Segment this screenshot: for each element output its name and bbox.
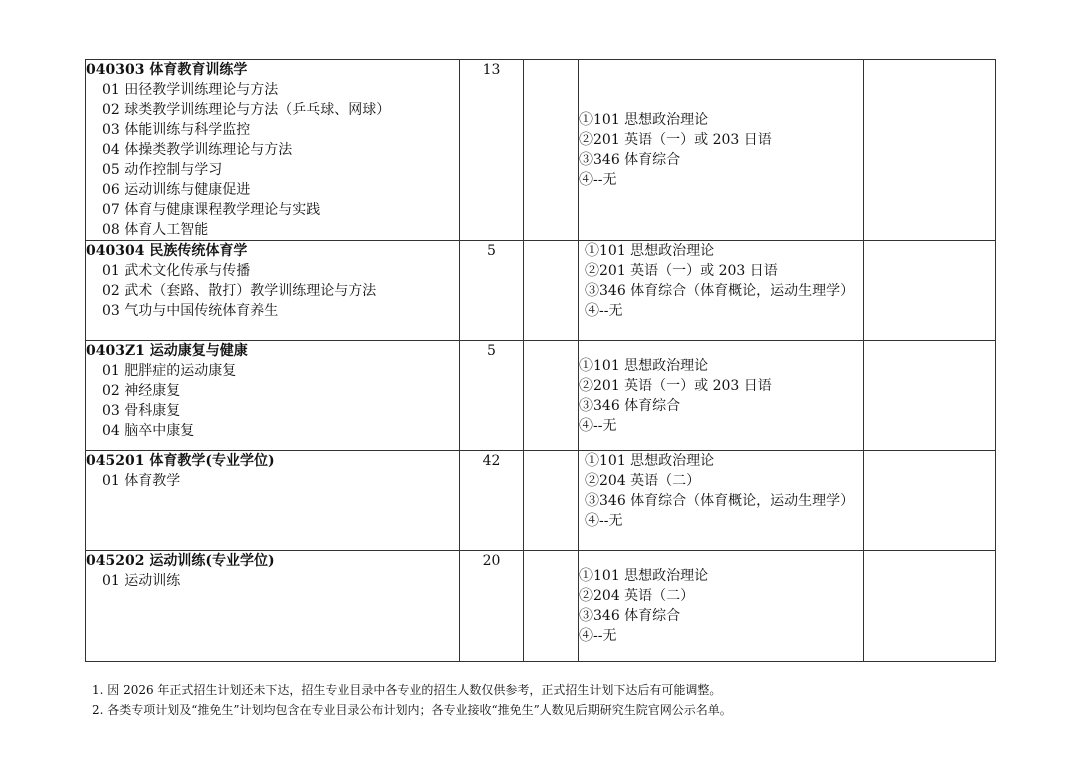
- research-direction: 08 体育人工智能: [102, 222, 209, 238]
- exam-subject: ④--无: [585, 303, 623, 319]
- exam-subject: ③346 体育综合: [579, 608, 681, 624]
- exam-subject: ④--无: [585, 513, 623, 529]
- major-code-name: 040303 体育教育训练学: [86, 62, 248, 78]
- exam-subject: ④--无: [579, 172, 617, 188]
- admissions-catalog-table: [85, 59, 996, 662]
- research-direction: 04 体操类教学训练理论与方法: [102, 142, 293, 158]
- research-direction: 02 神经康复: [102, 383, 181, 399]
- research-direction: 05 动作控制与学习: [102, 162, 223, 178]
- research-direction: 03 骨科康复: [102, 403, 181, 419]
- exam-subjects-cell: [579, 241, 864, 341]
- major-cell: [86, 60, 460, 241]
- enrollment-count: 20: [460, 551, 524, 662]
- exam-subjects-cell: [579, 341, 864, 451]
- table-row: [86, 341, 996, 451]
- research-direction: 01 运动训练: [102, 573, 181, 589]
- exam-subjects-cell: [579, 451, 864, 551]
- exam-subject: ④--无: [579, 418, 617, 434]
- exam-subject: ③346 体育综合（体育概论，运动生理学）: [585, 283, 855, 299]
- exam-subject: ①101 思想政治理论: [585, 453, 715, 469]
- remarks-cell: [864, 451, 996, 551]
- research-direction: 04 脑卒中康复: [102, 423, 195, 439]
- research-direction: 03 体能训练与科学监控: [102, 122, 251, 138]
- major-code-name: 045201 体育教学(专业学位): [86, 453, 275, 469]
- remarks-cell: [864, 341, 996, 451]
- exam-subject: ③346 体育综合（体育概论，运动生理学）: [585, 493, 855, 509]
- empty-cell: [524, 451, 579, 551]
- footnote: 2. 各类专项计划及“推免生”计划均包含在专业目录公布计划内；各专业接收“推免生”人数见后期研究生院官网公示名单。: [92, 703, 732, 717]
- remarks-cell: [864, 551, 996, 662]
- research-direction: 01 田径教学训练理论与方法: [102, 82, 279, 98]
- major-cell: [86, 551, 460, 662]
- major-code-name: 040304 民族传统体育学: [86, 243, 248, 259]
- exam-subject: ①101 思想政治理论: [579, 358, 709, 374]
- table-row: [86, 551, 996, 662]
- footnote: 1. 因 2026 年正式招生计划还未下达，招生专业目录中各专业的招生人数仅供参考，正式招生计划下达后有可能调整。: [92, 683, 722, 697]
- research-direction: 03 气功与中国传统体育养生: [102, 303, 279, 319]
- exam-subject: ①101 思想政治理论: [579, 112, 709, 128]
- research-direction: 06 运动训练与健康促进: [102, 182, 251, 198]
- exam-subject: ②201 英语（一）或 203 日语: [585, 263, 778, 279]
- exam-subject: ③346 体育综合: [579, 398, 681, 414]
- major-cell: [86, 451, 460, 551]
- exam-subject: ②204 英语（二）: [579, 588, 695, 604]
- exam-subjects-cell: [579, 60, 864, 241]
- exam-subject: ①101 思想政治理论: [585, 243, 715, 259]
- research-direction: 01 体育教学: [102, 473, 181, 489]
- research-direction: 02 武术（套路、散打）教学训练理论与方法: [102, 283, 377, 299]
- exam-subject: ③346 体育综合: [579, 152, 681, 168]
- empty-cell: [524, 241, 579, 341]
- empty-cell: [524, 341, 579, 451]
- enrollment-count: 5: [460, 241, 524, 341]
- exam-subject: ①101 思想政治理论: [579, 568, 709, 584]
- exam-subject: ②204 英语（二）: [585, 473, 701, 489]
- exam-subject: ②201 英语（一）或 203 日语: [579, 132, 772, 148]
- table-row: [86, 60, 996, 241]
- enrollment-count: 13: [460, 60, 524, 241]
- enrollment-count: 42: [460, 451, 524, 551]
- table-row: [86, 451, 996, 551]
- remarks-cell: [864, 241, 996, 341]
- major-cell: [86, 241, 460, 341]
- enrollment-count: 5: [460, 341, 524, 451]
- exam-subjects-cell: [579, 551, 864, 662]
- table-row: [86, 241, 996, 341]
- exam-subject: ②201 英语（一）或 203 日语: [579, 378, 772, 394]
- exam-subject: ④--无: [579, 628, 617, 644]
- footnotes: [92, 680, 732, 720]
- remarks-cell: [864, 60, 996, 241]
- major-cell: [86, 341, 460, 451]
- empty-cell: [524, 60, 579, 241]
- major-code-name: 0403Z1 运动康复与健康: [86, 343, 248, 359]
- research-direction: 02 球类教学训练理论与方法（乒乓球、网球）: [102, 102, 391, 118]
- empty-cell: [524, 551, 579, 662]
- research-direction: 01 武术文化传承与传播: [102, 263, 251, 279]
- research-direction: 01 肥胖症的运动康复: [102, 363, 237, 379]
- research-direction: 07 体育与健康课程教学理论与实践: [102, 202, 321, 218]
- major-code-name: 045202 运动训练(专业学位): [86, 553, 275, 569]
